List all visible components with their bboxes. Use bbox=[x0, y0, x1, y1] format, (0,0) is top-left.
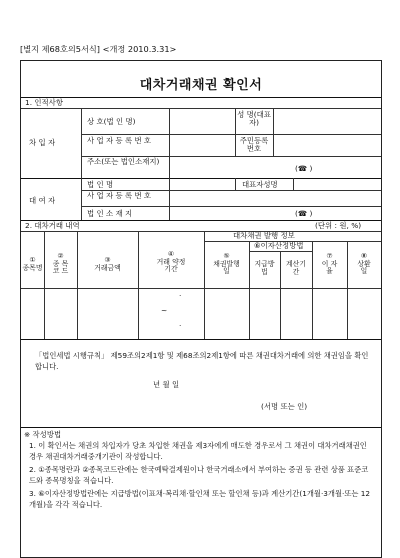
signature-line: (서명 또는 인) bbox=[261, 402, 308, 411]
divider bbox=[235, 108, 236, 156]
interest-method-header: ⑥이자산정방법 bbox=[254, 241, 304, 250]
divider bbox=[204, 231, 205, 339]
divider bbox=[138, 231, 139, 339]
bond-info-header: 대차채권 발행 정보 bbox=[233, 231, 295, 240]
lender-rep-label: 대표자성명 bbox=[242, 180, 278, 189]
col-security-code: ② 종 목 코 드 bbox=[52, 252, 69, 276]
borrower-biz-no-label: 사 업 자 등 록 번 호 bbox=[87, 136, 152, 145]
borrower-label: 차 입 자 bbox=[29, 138, 56, 147]
col-contract-period: ④ 거래 약정 기간 bbox=[156, 250, 186, 274]
divider bbox=[21, 97, 381, 98]
instruction-item: 3. ⑥이자산정방법란에는 지급방법(이표채·복리채·할인채 또는 할인채 등)과 계산기간(1개월·3개월·또는 12개월)을 각각 적습니다. bbox=[29, 489, 371, 509]
form-reference: [별지 제68호의5서식] <개정 2010.3.31> bbox=[20, 44, 177, 54]
divider bbox=[21, 108, 381, 109]
instruction-item: 1. 이 확인서는 채권의 차입자가 당초 차입한 채권을 제3자에게 매도한 경우로서 그 채권이 대차거래채권인 경우 채권대차거래중개기관이 작성합니다. bbox=[29, 441, 367, 461]
lender-name-label: 법 인 명 bbox=[87, 180, 114, 189]
divider bbox=[81, 134, 381, 135]
form-title: 대차거래채권 확인서 bbox=[139, 78, 263, 93]
divider bbox=[81, 108, 82, 220]
borrower-resident-no-label: 주민등록번호 bbox=[239, 136, 269, 154]
borrower-name-label: 상 호(법 인 명) bbox=[87, 117, 136, 126]
unit-label: (단위 : 원, %) bbox=[315, 221, 362, 230]
divider bbox=[21, 427, 381, 428]
col-issue-date: ⑤ 채권발행 일 bbox=[213, 252, 240, 276]
divider bbox=[21, 178, 381, 179]
col-calc-period: 계산기 간 bbox=[286, 260, 306, 276]
col-security-name: ① 종목명 bbox=[22, 256, 43, 272]
lender-label: 대 여 자 bbox=[29, 196, 56, 205]
divider bbox=[21, 231, 381, 232]
col-payment-method: 지급방 법 bbox=[254, 260, 275, 276]
divider bbox=[249, 241, 250, 339]
section-transactions-label: 2. 대차거래 내역 bbox=[25, 221, 80, 230]
confirmation-statement: 「법인세법 시행규칙」 제59조의2제1항 및 제68조의2제1항에 따른 채권대차거래에 의한 채권임을 확인합니다. bbox=[35, 351, 369, 371]
divider bbox=[44, 231, 45, 339]
lender-biz-no-label: 사 업 자 등 록 번 호 bbox=[87, 191, 152, 200]
divider bbox=[81, 206, 381, 207]
divider bbox=[235, 178, 236, 190]
borrower-address-label: 주소(또는 법인소재지) bbox=[87, 157, 160, 166]
col-interest-rate: ⑦ 이 자 율 bbox=[321, 252, 338, 276]
date-line: 년 월 일 bbox=[153, 380, 180, 389]
section-personal-info-label: 1. 인적사항 bbox=[25, 98, 63, 107]
instructions-title: ※ 작성방법 bbox=[24, 430, 62, 439]
confirmation-form bbox=[20, 60, 382, 558]
divider bbox=[21, 339, 381, 340]
col-trade-amount: ③ 거래금액 bbox=[94, 256, 121, 272]
period-mark: · bbox=[179, 291, 182, 300]
instruction-item: 2. ①종목명란과 ②종목코드란에는 한국예탁결제원이나 한국거래소에서 부여하는 증권 등 관련 상품 표준코드와 종목명칭을 적습니다. bbox=[29, 465, 369, 485]
lender-phone-label: (☎ ) bbox=[295, 209, 313, 218]
period-mark: ~ bbox=[161, 306, 168, 315]
divider bbox=[77, 231, 78, 339]
lender-address-label: 법 인 소 재 지 bbox=[87, 209, 133, 218]
col-redemption-date: ⑧ 상환 일 bbox=[357, 252, 371, 276]
divider bbox=[293, 178, 294, 190]
period-mark: · bbox=[179, 321, 182, 330]
divider bbox=[273, 108, 274, 156]
borrower-rep-label: 성 명(대표자) bbox=[237, 110, 271, 128]
borrower-phone-label: (☎ ) bbox=[295, 164, 313, 173]
divider bbox=[21, 288, 381, 289]
